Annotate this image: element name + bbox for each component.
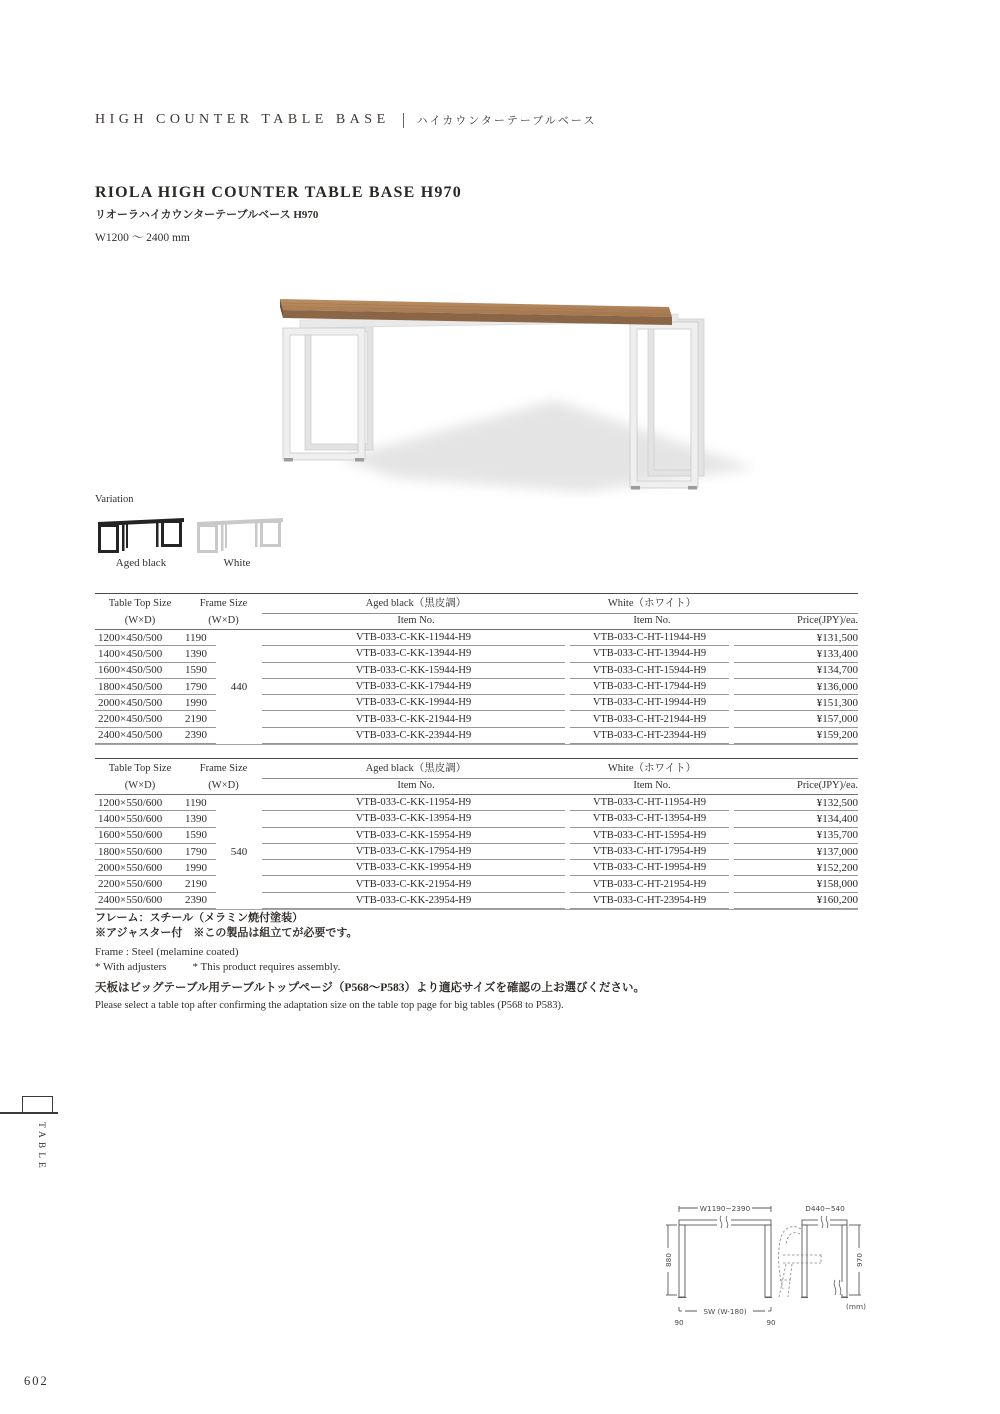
item-no-aged-black: VTB-033-C-KK-21954-H9 [262,876,565,892]
col-subheader-item-no: Item No. [633,780,671,791]
table-row [95,876,858,892]
frame-width-value: 2390 [185,893,216,909]
table-body [95,630,858,745]
item-no-white: VTB-033-C-HT-17954-H9 [570,844,729,860]
table-row [95,828,858,844]
sidebar-tab-icon [22,1096,53,1112]
table-top-size-value: 2400×450/500 [95,728,185,744]
front-height-label: 880 [664,1253,673,1267]
col-subheader-wxd: (W×D) [208,615,239,626]
table-row [95,663,858,679]
frame-depth-merged-cell: 540 [230,846,248,859]
front-width-label: W1190~2390 [699,1204,751,1213]
sidebar-tab-label: TABLE [36,1122,46,1172]
item-no-aged-black: VTB-033-C-KK-17944-H9 [262,679,565,695]
item-no-aged-black: VTB-033-C-KK-11954-H9 [262,795,565,811]
col-header-frame-size: Frame Size [199,763,248,774]
item-no-aged-black: VTB-033-C-KK-19954-H9 [262,860,565,876]
item-no-aged-black: VTB-033-C-KK-19944-H9 [262,695,565,711]
product-photo [250,280,760,498]
header-subline [262,613,858,614]
item-no-white: VTB-033-C-HT-11954-H9 [570,795,729,811]
price-value: ¥137,000 [734,844,858,860]
item-no-white: VTB-033-C-HT-15944-H9 [570,663,729,679]
product-title: RIOLA HIGH COUNTER TABLE BASE H970 [95,184,462,201]
table-top-size-value: 2200×550/600 [95,876,185,892]
table-row [95,844,858,860]
foot [284,458,293,462]
frame-width-value: 2190 [185,876,216,892]
table-row [95,811,858,827]
frame-depth-merged-cell: 440 [230,681,248,694]
table-row [95,711,858,727]
item-no-white: VTB-033-C-HT-21954-H9 [570,876,729,892]
item-no-white: VTB-033-C-HT-19944-H9 [570,695,729,711]
span-label: SW (W-180) [703,1307,747,1316]
col-header-blank [734,759,858,779]
table-top-size-value: 2000×450/500 [95,695,185,711]
frame-width-value: 1590 [185,663,216,679]
dimension-drawing [650,1185,880,1333]
price-value: ¥131,500 [734,630,858,646]
table-top-size-value: 1200×550/600 [95,795,185,811]
variation-caption-aged-black: Aged black [115,557,167,569]
col-header-aged-black: Aged black（黒皮調） [365,598,467,609]
frame-width-value: 1390 [185,646,216,662]
table-row [95,860,858,876]
table-top-size-value: 2200×450/500 [95,711,185,727]
item-no-white: VTB-033-C-HT-13954-H9 [570,811,729,827]
note-tabletop-en: Please select a table top after confirming the adaptation size on the table top page for big tables (P568 to P583). [95,1000,564,1011]
frame-width-value: 1190 [185,795,216,811]
frame-width-value: 2190 [185,711,216,727]
col-subheader-item-no: Item No. [397,780,435,791]
price-value: ¥134,700 [734,663,858,679]
col-subheader-wxd: (W×D) [124,780,156,791]
side-depth-label: D440~540 [805,1204,845,1213]
note-line: ※アジャスター付 ※この製品は組立てが必要です。 [95,927,358,939]
col-subheader-price: Price(JPY)/ea. [797,615,858,626]
page-number: 602 [24,1374,49,1388]
price-value: ¥134,400 [734,811,858,827]
product-size-range: W1200 ～ 2400 mm [95,232,190,244]
table-row [95,728,858,744]
variation-thumb-aged-black [95,513,187,555]
col-header-top-size: Table Top Size [108,763,172,774]
col-header-white: White（ホワイト） [607,598,697,609]
note-adjusters: * With adjusters [95,961,167,973]
frame-width-value: 1790 [185,679,216,695]
col-header-frame-size: Frame Size [199,598,248,609]
frame-width-value: 1390 [185,811,216,827]
table-top-size-value: 2400×550/600 [95,893,185,909]
item-no-white: VTB-033-C-HT-21944-H9 [570,711,729,727]
variation-thumb-white [194,513,286,555]
table-row [95,630,858,646]
header-subline [262,778,858,779]
item-no-white: VTB-033-C-HT-17944-H9 [570,679,729,695]
table-row [95,646,858,662]
table-top-size-value: 1600×450/500 [95,663,185,679]
table-top-size-value: 1200×450/500 [95,630,185,646]
col-subheader-item-no: Item No. [633,615,671,626]
price-value: ¥159,200 [734,728,858,744]
table-row [95,893,858,909]
table-top-size-value: 1400×450/500 [95,646,185,662]
item-no-aged-black: VTB-033-C-KK-13944-H9 [262,646,565,662]
col-subheader-price: Price(JPY)/ea. [797,780,858,791]
price-value: ¥151,300 [734,695,858,711]
price-value: ¥157,000 [734,711,858,727]
note-frame-ja [95,911,357,941]
table-top-size-value: 1400×550/600 [95,811,185,827]
item-no-aged-black: VTB-033-C-KK-23954-H9 [262,893,565,909]
side-left-leg [802,1225,807,1297]
table-row [95,695,858,711]
note-line: フレーム：スチール（メラミン焼付塗装） [95,912,304,924]
front-right-leg [765,1225,771,1297]
item-no-aged-black: VTB-033-C-KK-17954-H9 [262,844,565,860]
table-top-size-value: 1800×550/600 [95,844,185,860]
front-left-leg [679,1225,685,1297]
price-value: ¥133,400 [734,646,858,662]
foot [355,458,364,462]
item-no-white: VTB-033-C-HT-23954-H9 [570,893,729,909]
item-no-white: VTB-033-C-HT-19954-H9 [570,860,729,876]
item-no-white: VTB-033-C-HT-11944-H9 [570,630,729,646]
unit-label: (mm) [846,1302,866,1311]
table-row [95,679,858,695]
frame-width-value: 1590 [185,828,216,844]
note-frame-en [95,945,340,975]
product-subtitle-ja: リオーラハイカウンターテーブルベース H970 [95,209,319,221]
frame-width-value: 1990 [185,695,216,711]
col-header-aged-black: Aged black（黒皮調） [365,763,467,774]
variation-section [95,494,325,580]
foot [631,486,640,490]
left-front-leg-loop [283,328,365,460]
header-divider [403,113,404,128]
table-top-size-value: 1600×550/600 [95,828,185,844]
sidebar-tab-line [0,1112,58,1114]
item-no-white: VTB-033-C-HT-15954-H9 [570,828,729,844]
price-value: ¥152,200 [734,860,858,876]
page-header [95,112,596,128]
table-header [95,758,858,795]
frame-width-value: 1190 [185,630,216,646]
note-tabletop-ja: 天板はビッグテーブル用テーブルトップページ（P568～P583）より適応サイズを確認の上お選びください。 [95,982,646,994]
frame-width-value: 1990 [185,860,216,876]
note-assembly: * This product requires assembly. [192,961,341,973]
item-no-white: VTB-033-C-HT-23944-H9 [570,728,729,744]
table-top-size-value: 2000×550/600 [95,860,185,876]
item-no-aged-black: VTB-033-C-KK-21944-H9 [262,711,565,727]
table-body [95,795,858,910]
note-line [95,960,340,975]
col-subheader-wxd: (W×D) [124,615,156,626]
stool-silhouette [779,1227,823,1297]
price-table-550-600 [95,758,858,910]
offset-left-label: 90 [674,1318,684,1327]
item-no-aged-black: VTB-033-C-KK-11944-H9 [262,630,565,646]
variation-label: Variation [95,494,134,505]
frame-width-value: 2390 [185,728,216,744]
price-value: ¥135,700 [734,828,858,844]
price-value: ¥136,000 [734,679,858,695]
item-no-white: VTB-033-C-HT-13944-H9 [570,646,729,662]
col-subheader-item-no: Item No. [397,615,435,626]
variation-caption-white: White [223,557,251,569]
col-subheader-wxd: (W×D) [208,780,239,791]
side-height-label: 970 [855,1253,864,1267]
table-header [95,593,858,630]
price-value: ¥160,200 [734,893,858,909]
price-table-450-500 [95,593,858,745]
table-top-size-value: 1800×450/500 [95,679,185,695]
frame-width-value: 1790 [185,844,216,860]
item-no-aged-black: VTB-033-C-KK-13954-H9 [262,811,565,827]
foot [688,486,697,490]
col-header-white: White（ホワイト） [607,763,697,774]
col-header-blank [734,594,858,614]
item-no-aged-black: VTB-033-C-KK-15954-H9 [262,828,565,844]
page-header-title-en: HIGH COUNTER TABLE BASE [95,112,390,127]
note-line: Frame : Steel (melamine coated) [95,946,239,958]
item-no-aged-black: VTB-033-C-KK-23944-H9 [262,728,565,744]
price-value: ¥158,000 [734,876,858,892]
item-no-aged-black: VTB-033-C-KK-15944-H9 [262,663,565,679]
offset-right-label: 90 [766,1318,776,1327]
table-row [95,795,858,811]
page-header-title-ja: ハイカウンターテーブルベース [416,115,597,127]
price-value: ¥132,500 [734,795,858,811]
col-header-top-size: Table Top Size [108,598,172,609]
